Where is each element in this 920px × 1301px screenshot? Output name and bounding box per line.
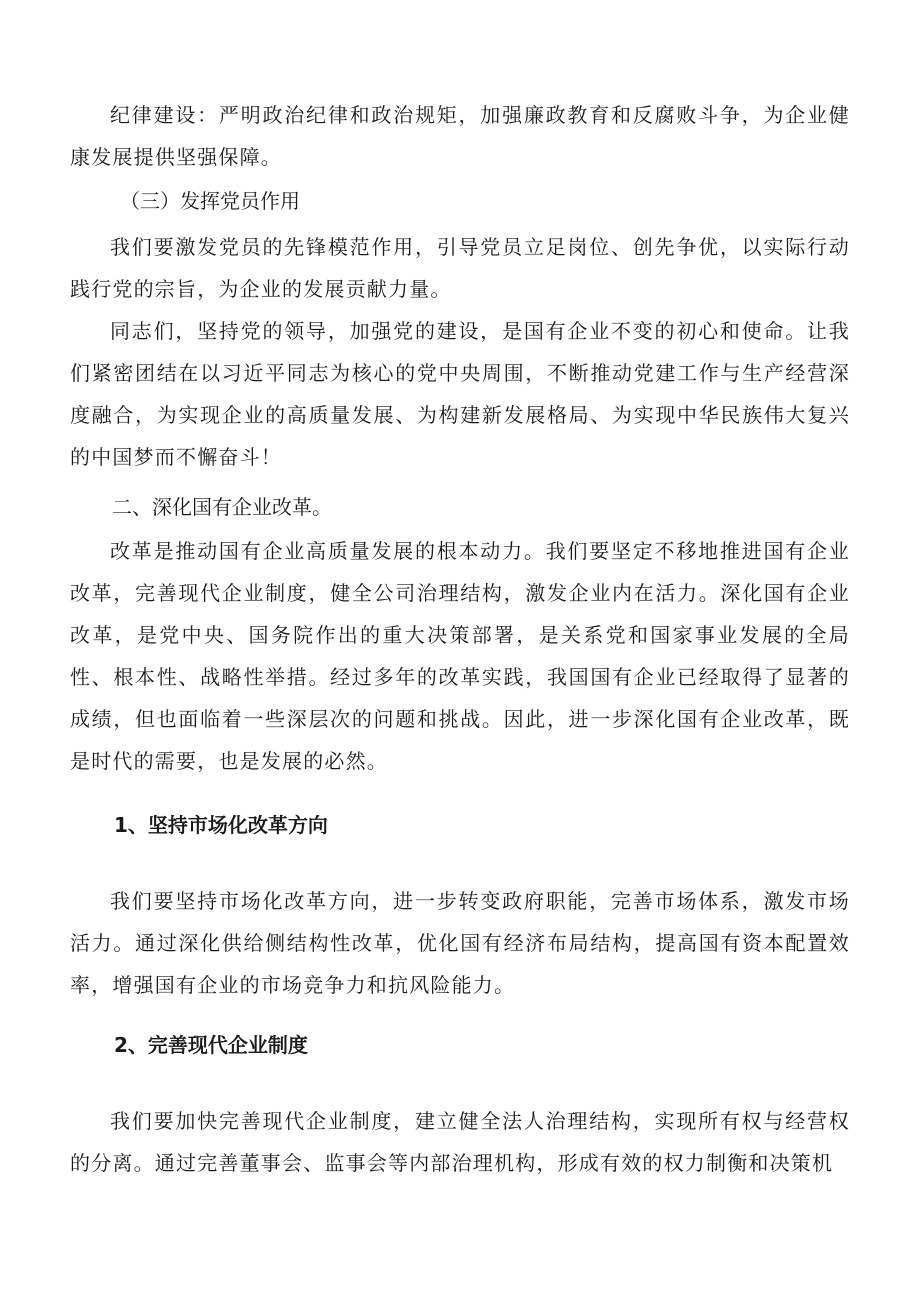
paragraph-discipline: 纪律建设：严明政治纪律和政治规矩，加强廉政教育和反腐败斗争，为企业健康发展提供坚强保障。 [70,103,850,169]
paragraph-market-reform: 我们要坚持市场化改革方向，进一步转变政府职能，完善市场体系，激发市场活力。通过深化供给侧结构性改革，优化国有经济布局结构，提高国有资本配置效率，增强国有企业的市场竞争力和抗风险能力。 [70,889,850,997]
paragraph-party-members: 我们要激发党员的先锋模范作用，引导党员立足岗位、创先争优，以实际行动践行党的宗旨，为企业的发展贡献力量。 [70,235,850,301]
heading-market-reform: 1、坚持市场化改革方向 [114,813,328,837]
paragraph-comrades: 同志们，坚持党的领导，加强党的建设，是国有企业不变的初心和使命。让我们紧密团结在以习近平同志为核心的党中央周围，不断推动党建工作与生产经营深度融合，为实现企业的高质量发展、为构建新发展格局、为实现中华民族伟大复兴的中国梦而不懈奋斗！ [70,319,850,469]
paragraph-reform: 改革是推动国有企业高质量发展的根本动力。我们要坚定不移地推进国有企业改革，完善现代企业制度，健全公司治理结构，激发企业内在活力。深化国有企业改革，是党中央、国务院作出的重大决策部署，是关系党和国家事业发展的全局性、根本性、战略性举措。经过多年的改革实践，我国国有企业已经取得了显著的成绩，但也面临着一些深层次的问题和挑战。因此，进一步深化国有企业改革，既是时代的需要，也是发展的必然。 [70,539,850,773]
heading-party-member-role: （三）发挥党员作用 [120,189,300,213]
heading-deepen-reform: 二、深化国有企业改革。 [112,495,332,519]
heading-enterprise-system: 2、完善现代企业制度 [114,1033,308,1057]
paragraph-enterprise-system: 我们要加快完善现代企业制度，建立健全法人治理结构，实现所有权与经营权的分离。通过完善董事会、监事会等内部治理机构，形成有效的权力制衡和决策机 [70,1109,850,1175]
